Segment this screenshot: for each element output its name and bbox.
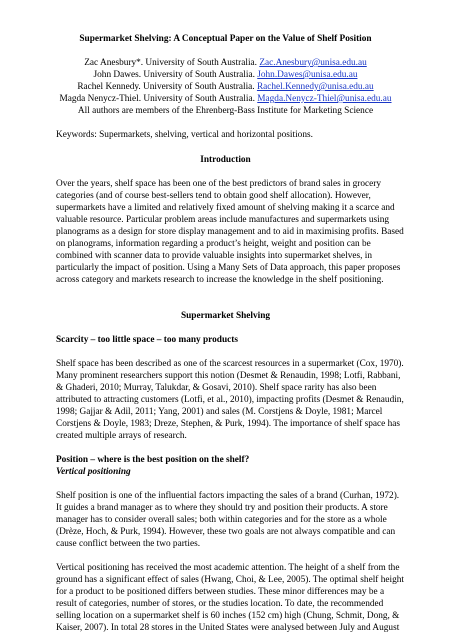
paragraph-line: manager has to consider overall sales; both within categories and for the store as a whole: [56, 515, 387, 525]
author-name: Magda Nenycz-Thiel. University of South Australia.: [59, 94, 255, 104]
affiliation-note: All authors are members of the Ehrenberg-Bass Institute for Marketing Science: [77, 106, 374, 116]
paragraph-line: selling location on a supermarket shelf is 60 inches (152 cm) high (Chung, Schmit, Dong, &: [56, 611, 400, 621]
paragraph-line: ground has a significant effect of sales (Hwang, Choi, & Lee, 2005). The optimal shelf height: [56, 575, 404, 585]
paragraph-line: particularly the impact of position. Using a Many Sets of Data approach, this paper proposes: [56, 263, 401, 273]
paragraph-line: Kaiser, 2007). In total 28 stores in the United States were analysed between July and August: [56, 623, 400, 633]
paragraph-line: Vertical positioning has received the most academic attention. The height of a shelf from the: [56, 563, 400, 573]
author-email-link[interactable]: John.Dawes@unisa.edu.au: [257, 70, 358, 80]
paragraph-line: for a product to be positioned differs between studies. These minor differences may be a: [56, 587, 385, 597]
paragraph-line: Shelf space has been described as one of the scarcest resources in a supermarket (Cox, 1970).: [56, 359, 404, 369]
author-email-link[interactable]: Zac.Anesbury@unisa.edu.au: [259, 58, 367, 68]
section-heading-introduction: Introduction: [200, 155, 251, 165]
author-email-link[interactable]: Magda.Nenycz-Thiel@unisa.edu.au: [257, 94, 392, 104]
paper-title: Supermarket Shelving: A Conceptual Paper on the Value of Shelf Position: [79, 34, 372, 44]
section-heading-supermarket-shelving: Supermarket Shelving: [180, 311, 271, 321]
paragraph-line: & Ghaderi, 2010; Murray, Talukdar, & Gosavi, 2010). Shelf space rarity has also been: [56, 383, 377, 393]
author-name: Rachel Kennedy. University of South Australia.: [77, 82, 255, 92]
paragraph-line: (Drèze, Hoch, & Purk, 1994). However, these two goals are not always compatible and can: [56, 527, 396, 537]
subsection-heading-vertical: Vertical positioning: [56, 467, 131, 477]
author-name: John Dawes. University of South Australia.: [93, 70, 255, 80]
paragraph-line: created multiple arrays of research.: [56, 431, 187, 441]
paragraph-line: 1998; Gajjar & Adil, 2011; Yang, 2001) and sales (M. Corstjens & Doyle, 1981; Marcel: [56, 407, 383, 417]
paragraph-line: Over the years, shelf space has been one of the best predictors of brand sales in grocery: [56, 179, 382, 189]
author-line: [0, 82, 451, 94]
author-line: [0, 94, 451, 106]
paragraph-line: valuable resource. Particular problem areas include manufactures and supermarkets using: [56, 215, 390, 225]
subsection-heading-scarcity: Scarcity – too little space – too many products: [56, 335, 238, 345]
subsection-heading-position: Position – where is the best position on the shelf?: [56, 455, 250, 465]
author-line: [0, 70, 451, 82]
paragraph-line: on planograms, information regarding a product’s height, weight and position can be: [56, 239, 371, 249]
paragraph-line: result of categories, number of stores, or the studies location. To date, the recommended: [56, 599, 384, 609]
paragraph-line: categories (and of course best-sellers tend to obtain good shelf allocation). However,: [56, 191, 371, 201]
paragraph-line: planograms as a design for store display management and to aid in maximising profits. Based: [56, 227, 404, 237]
paragraph-line: It guides a brand manager as to where they should try and position their products. A store: [56, 503, 388, 513]
paragraph-line: across category and markets research to increase the knowledge in the shelf positioning.: [56, 275, 384, 285]
paragraph-line: supermarkets have a limited and relatively fixed amount of shelving making it a scarce and: [56, 203, 395, 213]
paragraph-line: Shelf position is one of the influential factors impacting the sales of a brand (Curhan, 1972).: [56, 491, 400, 501]
paragraph-line: Many prominent researchers support this notion (Desmet & Renaudin, 1998; Lotfi, Rabbani,: [56, 371, 401, 381]
paragraph-line: combined with scanner data to provide valuable insights into supermarket shelves, in: [56, 251, 373, 261]
paragraph-line: Corstjens & Doyle, 1983; Dreze, Stephen, & Purk, 1994). The importance of shelf space has: [56, 419, 400, 429]
author-name: Zac Anesbury*. University of South Australia.: [84, 58, 257, 68]
author-line: [0, 58, 451, 70]
keywords: Keywords: Supermarkets, shelving, vertical and horizontal positions.: [56, 130, 313, 140]
paragraph-line: cause conflict between the two parties.: [56, 539, 201, 549]
author-email-link[interactable]: Rachel.Kennedy@unisa.edu.au: [256, 82, 374, 92]
paragraph-line: attributed to attracting customers (Lotfi, et al., 2010), impacting profits (Desmet & Renaudin,: [56, 395, 404, 405]
